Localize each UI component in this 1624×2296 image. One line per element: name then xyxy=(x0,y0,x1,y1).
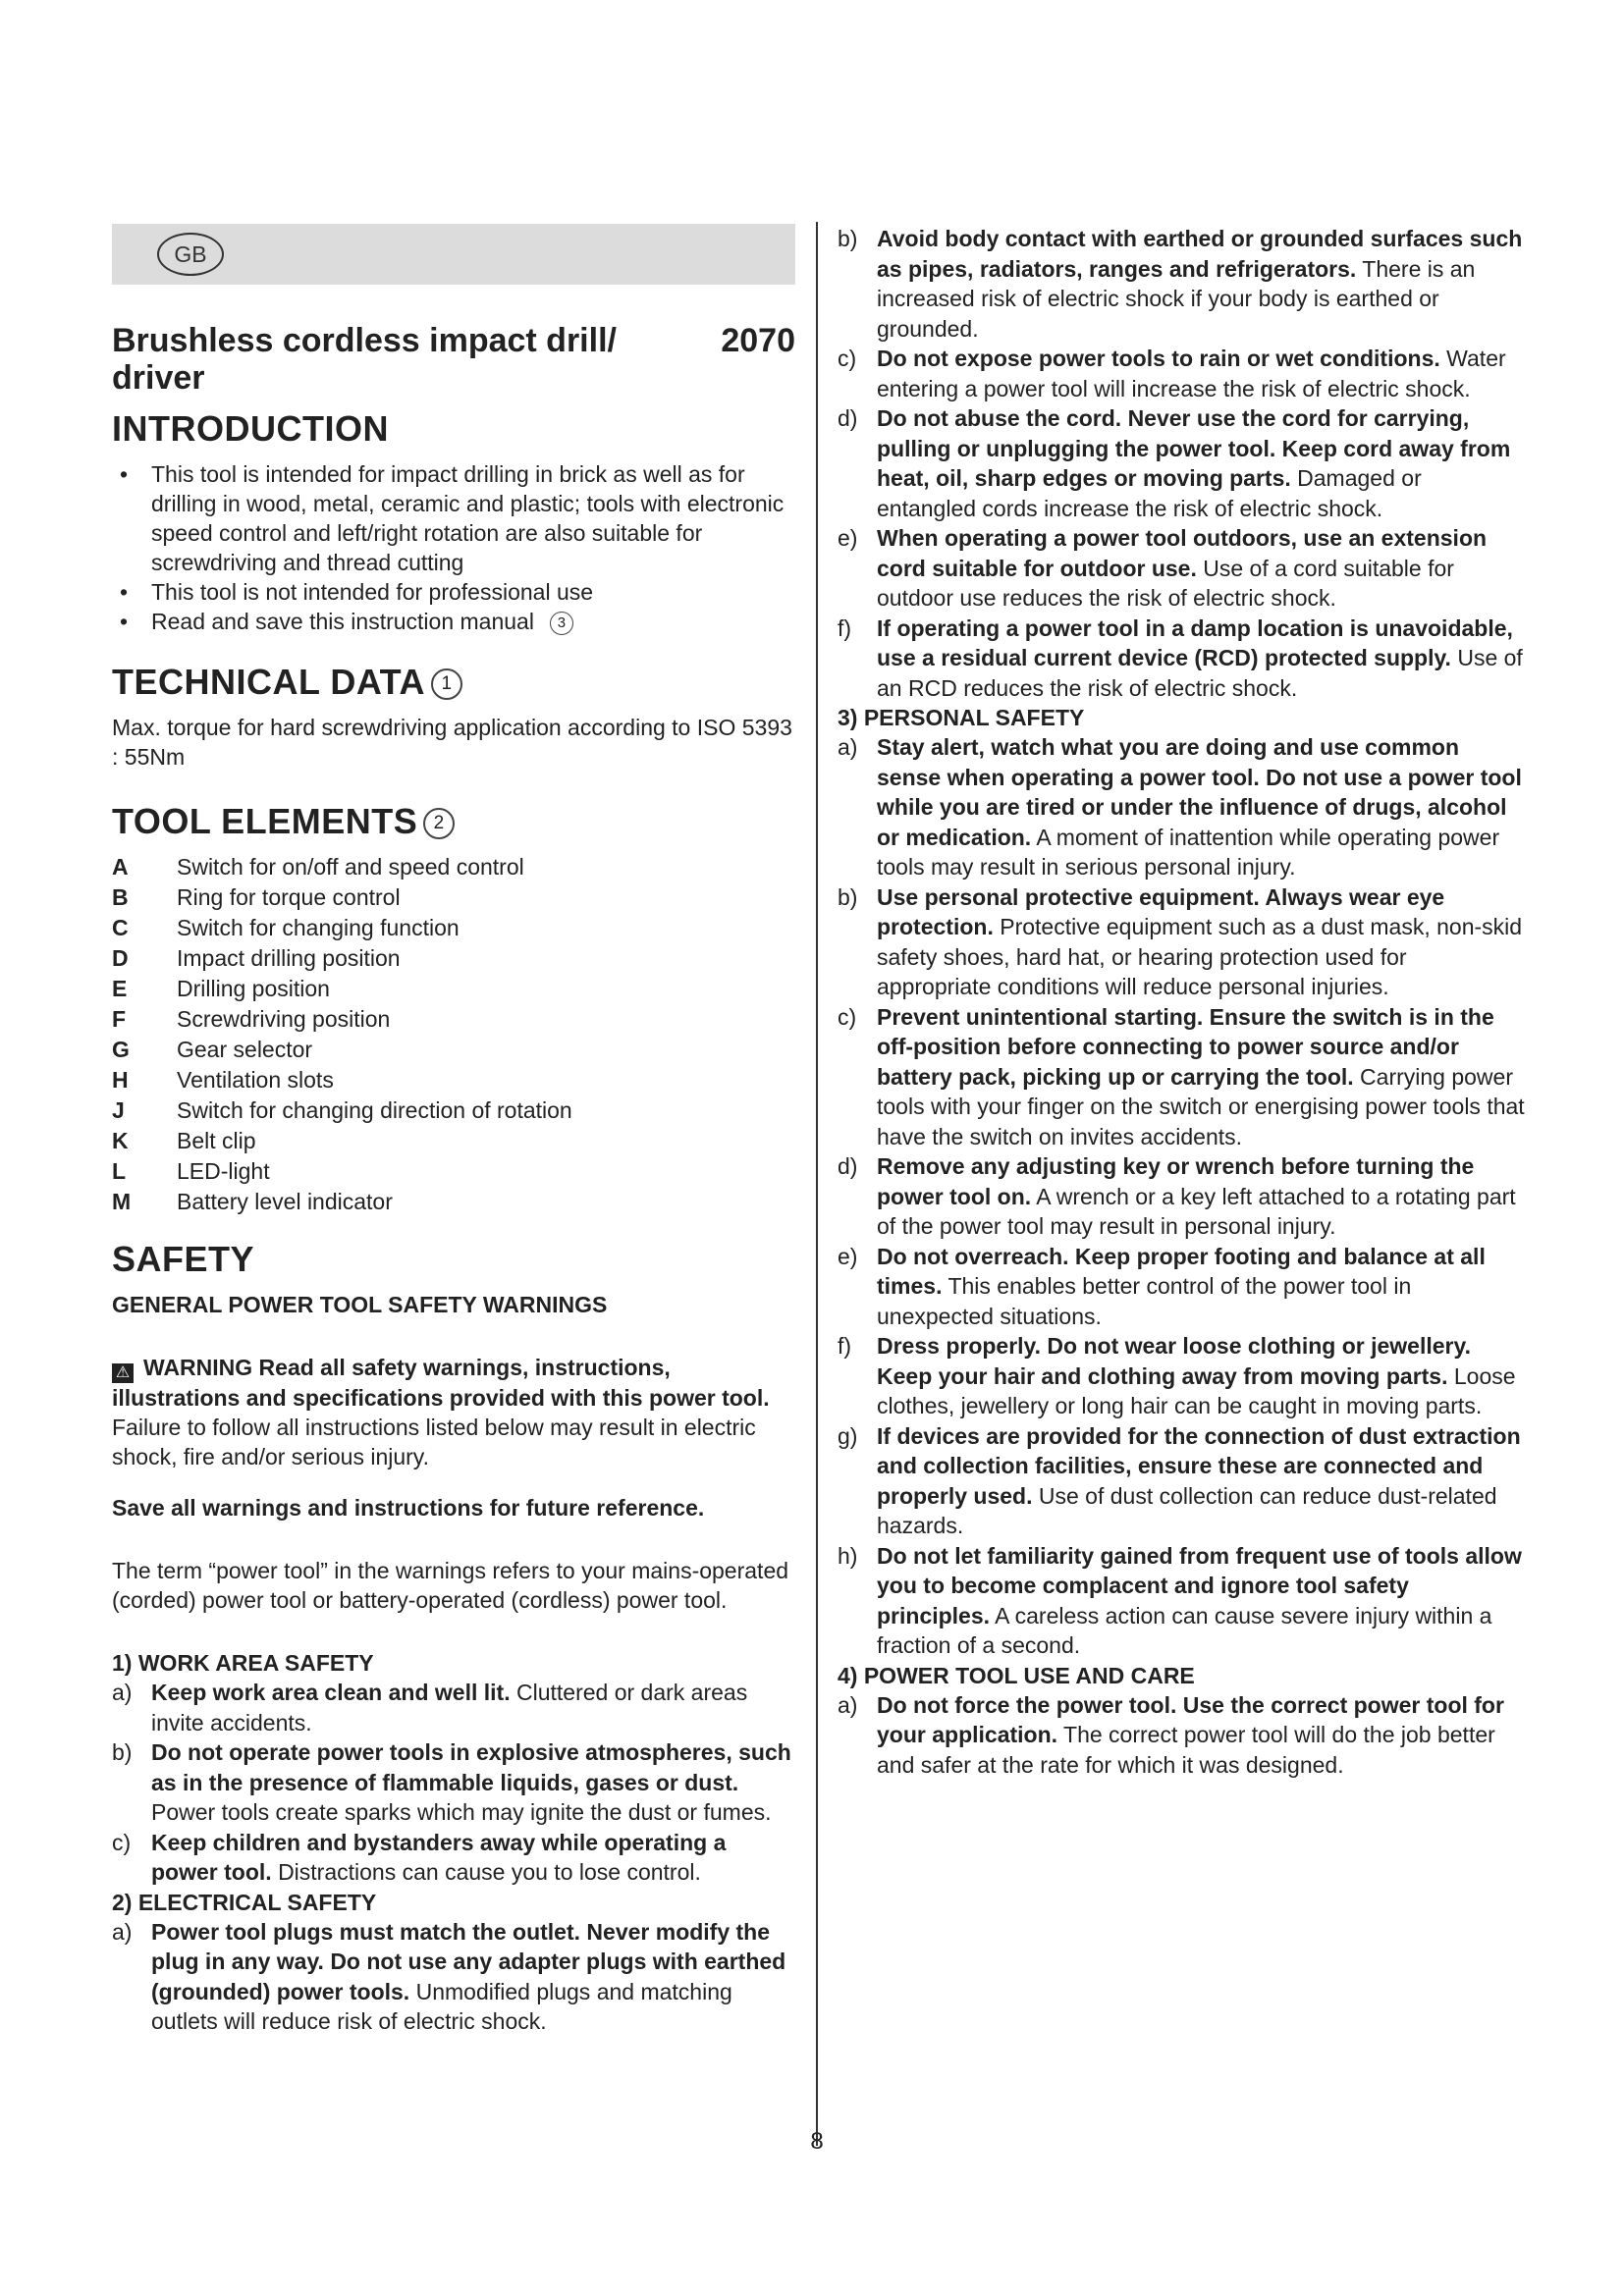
intro-bullet: • Read and save this instruction manual 3 xyxy=(112,607,795,636)
safety-item: a) Stay alert, watch what you are doing and use common sense when operating a power tool. Do not use a power tool while you are tired or under the influence of drugs, alcohol or medication. A moment of inattention while operating power tools may result in serious personal injury. xyxy=(838,734,1522,880)
safety-item: a) Do not force the power tool. Use the correct power tool for your application. The correct power tool will do the job better and safer at the rate for which it was designed. xyxy=(838,1691,1504,1778)
safety-item: f) If operating a power tool in a damp location is unavoidable, use a residual current device (RCD) protected supply. Use of an RCD reduces the risk of electric shock. xyxy=(838,614,1523,701)
technical-text: Max. torque for hard screwdriving application according to ISO 5393 : 55Nm xyxy=(112,715,792,770)
tool-element-row: K Belt clip xyxy=(112,1128,256,1153)
tool-element-row: M Battery level indicator xyxy=(112,1189,393,1214)
safety-item: f) Dress properly. Do not wear loose clothing or jewellery. Keep your hair and clothing away from moving parts. Loose clothes, jewellery or long hair can be caught in moving parts. xyxy=(838,1333,1516,1418)
safety-item: d) Do not abuse the cord. Never use the cord for carrying, pulling or unplugging the power tool. Keep cord away from heat, oil, sharp edges or moving parts. Damaged or entangled cords increase the risk of electric shock. xyxy=(838,405,1511,521)
tool-element-row: G Gear selector xyxy=(112,1037,313,1062)
safety-item: e) When operating a power tool outdoors, use an extension cord suitable for outdoor use. Use of a cord suitable for outdoor use reduces the risk of electric shock. xyxy=(838,525,1488,611)
safety-item: g) If devices are provided for the connection of dust extraction and collection facilities, ensure these are connected and properly used. Use of dust collection can reduce dust-related hazards. xyxy=(838,1422,1521,1538)
general-warnings-heading: GENERAL POWER TOOL SAFETY WARNINGS xyxy=(112,1292,608,1317)
safety-heading: SAFETY xyxy=(112,1239,255,1279)
page-number: 8 xyxy=(810,2128,824,2155)
warning-paragraph: ⚠ WARNING Read all safety warnings, instructions, illustrations and specifications provided with this power tool. Failure to follow all instructions listed below may result in electric shock, fire and/or serious injury. xyxy=(112,1355,770,1469)
language-badge: GB xyxy=(157,233,224,276)
tool-element-row: B Ring for torque control xyxy=(112,884,401,910)
tool-element-row: D Impact drilling position xyxy=(112,945,401,971)
page-title: Brushless cordless impact drill/ driver xyxy=(112,322,617,397)
electrical-list-right xyxy=(838,224,1525,703)
elements-list xyxy=(112,852,795,1217)
safety-item: b) Avoid body contact with earthed or grounded surfaces such as pipes, radiators, ranges and refrigerators. There is an increased risk of electric shock if your body is earthed or grounded. xyxy=(838,226,1523,342)
term-definition: The term “power tool” in the warnings refers to your mains-operated (corded) power tool or battery-operated (cordless) power tool. xyxy=(112,1558,789,1613)
right-column xyxy=(838,224,1525,1780)
intro-bullet: • This tool is intended for impact drilling in brick as well as for drilling in wood, metal, ceramic and plastic; tools with electronic speed control and left/right rotation are also suitable for screwdriving and thread cutting xyxy=(120,461,785,575)
tool-element-row: F Screwdriving position xyxy=(112,1006,391,1032)
manual-ref-icon: 3 xyxy=(550,612,573,635)
safety-item: h) Do not let familiarity gained from frequent use of tools allow you to become complacent and ignore tool safety principles. A careless action can cause severe injury within a fraction of a second. xyxy=(838,1542,1522,1658)
safety-item: c) Keep children and bystanders away while operating a power tool. Distractions can cause you to lose control. xyxy=(112,1829,727,1885)
figure-ref-icon: 1 xyxy=(431,668,462,700)
safety-item: a) Keep work area clean and well lit. Cluttered or dark areas invite accidents. xyxy=(112,1680,748,1735)
warning-icon: ⚠ xyxy=(112,1363,134,1383)
title-row xyxy=(112,322,795,397)
safety-item: c) Do not expose power tools to rain or wet conditions. Water entering a power tool will increase the risk of electric shock. xyxy=(838,346,1506,401)
tool-element-row: A Switch for on/off and speed control xyxy=(112,854,524,880)
tool-element-row: C Switch for changing function xyxy=(112,915,460,940)
model-number: 2070 xyxy=(721,322,795,359)
column-divider xyxy=(816,222,818,2146)
safety-item: d) Remove any adjusting key or wrench before turning the power tool on. A wrench or a key left attached to a rotating part of the power tool may result in personal injury. xyxy=(838,1153,1516,1239)
safety-item: b) Use personal protective equipment. Always wear eye protection. Protective equipment such as a dust mask, non-skid safety shoes, hard hat, or hearing protection used for appropriate conditions will reduce personal injuries. xyxy=(838,883,1523,999)
safety-item: a) Power tool plugs must match the outlet. Never modify the plug in any way. Do not use any adapter plugs with earthed (grounded) power tools. Unmodified plugs and matching outlets will reduce risk of electric shock. xyxy=(112,1918,786,2034)
intro-bullet: • This tool is not intended for professional use xyxy=(120,579,594,605)
work-area-list xyxy=(112,1678,795,1888)
safety-item: c) Prevent unintentional starting. Ensure the switch is in the off-position before connecting to power source and/or battery pack, picking up or carrying the tool. Carrying power tools with your finger on the switch or energising power tools that have the switch on invites accidents. xyxy=(838,1003,1525,1149)
tool-element-row: L LED-light xyxy=(112,1158,270,1184)
tool-element-row: E Drilling position xyxy=(112,976,330,1001)
tool-element-row: H Ventilation slots xyxy=(112,1067,334,1093)
safety-item: b) Do not operate power tools in explosive atmospheres, such as in the presence of flammable liquids, gases or dust. Power tools create sparks which may ignite the dust or fumes. xyxy=(112,1739,791,1825)
use-care-heading: 4) POWER TOOL USE AND CARE xyxy=(838,1662,1195,1688)
use-care-list xyxy=(838,1690,1525,1781)
language-band xyxy=(112,224,795,285)
introduction-heading: INTRODUCTION xyxy=(112,408,389,449)
elements-heading: TOOL ELEMENTS 2 xyxy=(112,801,795,842)
personal-heading: 3) PERSONAL SAFETY xyxy=(838,705,1085,730)
save-instructions: Save all warnings and instructions for future reference. xyxy=(112,1495,705,1521)
figure-ref-icon: 2 xyxy=(423,808,455,839)
electrical-heading: 2) ELECTRICAL SAFETY xyxy=(112,1889,377,1915)
safety-item: e) Do not overreach. Keep proper footing and balance at all times. This enables better control of the power tool in unexpected situations. xyxy=(838,1243,1486,1329)
work-area-heading: 1) WORK AREA SAFETY xyxy=(112,1650,374,1676)
technical-heading: TECHNICAL DATA 1 xyxy=(112,662,795,703)
tool-element-row: J Switch for changing direction of rotation xyxy=(112,1097,572,1123)
electrical-list-left xyxy=(112,1917,795,2037)
left-column xyxy=(112,224,795,2037)
personal-list xyxy=(838,732,1525,1661)
